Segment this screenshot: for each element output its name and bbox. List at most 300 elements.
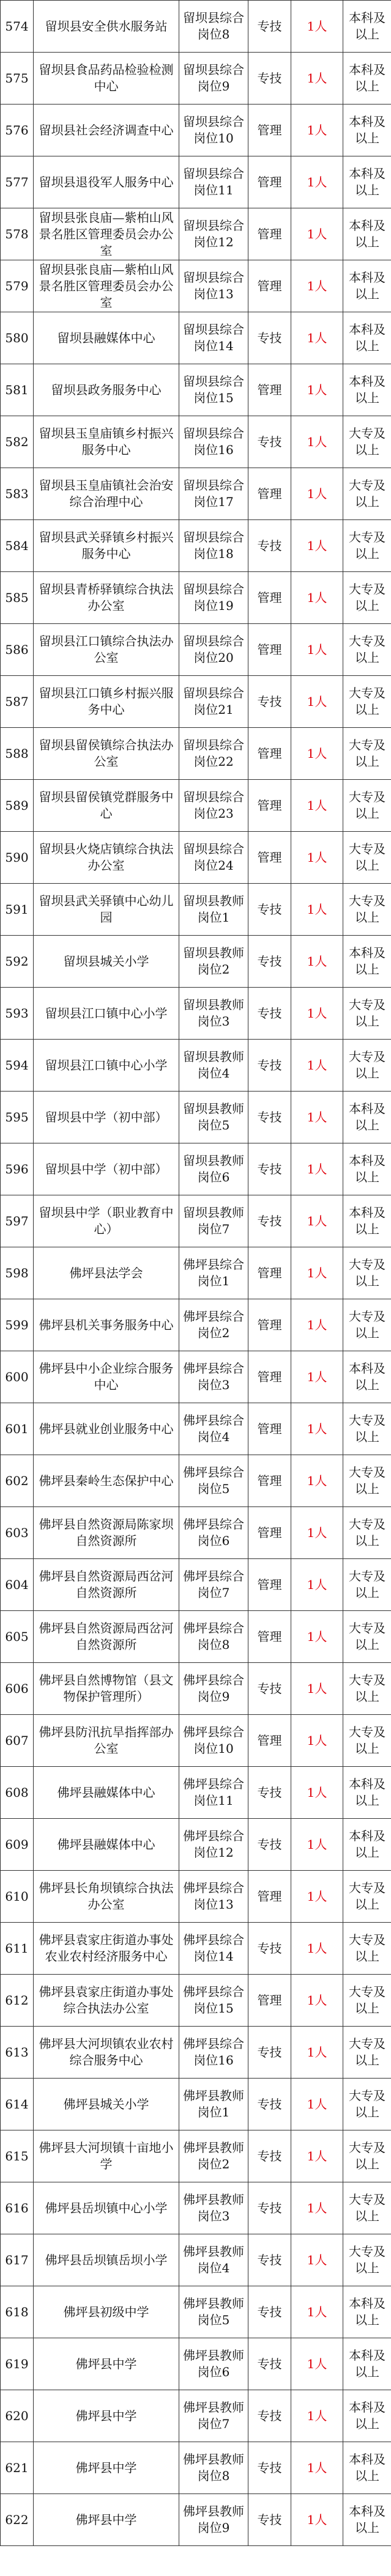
hire-count: 1人	[291, 468, 343, 520]
table-row	[1, 1092, 391, 1143]
hire-count: 1人	[291, 1247, 343, 1299]
table-row	[1, 416, 391, 468]
table-row	[1, 1819, 391, 1871]
employer-unit: 佛坪县中学	[34, 2338, 179, 2390]
row-number: 593	[1, 988, 34, 1040]
post-category: 专技	[248, 2182, 291, 2234]
row-number: 591	[1, 884, 34, 936]
employer-unit: 留坝县火烧店镇综合执法办公室	[34, 832, 179, 884]
post-name: 佛坪县教师岗位6	[179, 2338, 248, 2390]
post-category: 管理	[248, 156, 291, 208]
post-category: 管理	[248, 1871, 291, 1923]
education-requirement: 大专及以上	[343, 1923, 391, 1975]
education-requirement: 本科及以上	[343, 208, 391, 260]
employer-unit: 佛坪县自然资源局西岔河自然资源所	[34, 1611, 179, 1663]
employer-unit: 留坝县江口镇综合执法办公室	[34, 624, 179, 676]
post-category: 专技	[248, 1663, 291, 1715]
post-category: 专技	[248, 2390, 291, 2442]
post-name: 佛坪县综合岗位13	[179, 1871, 248, 1923]
table-row	[1, 1611, 391, 1663]
row-number: 586	[1, 624, 34, 676]
row-number: 608	[1, 1767, 34, 1819]
employer-unit: 佛坪县大河坝镇十亩地小学	[34, 2130, 179, 2182]
hire-count: 1人	[291, 1195, 343, 1247]
row-number: 601	[1, 1403, 34, 1455]
hire-count: 1人	[291, 1040, 343, 1092]
education-requirement: 本科及以上	[343, 312, 391, 364]
table-row	[1, 2494, 391, 2546]
education-requirement: 大专及以上	[343, 1507, 391, 1559]
post-name: 佛坪县综合岗位9	[179, 1663, 248, 1715]
hire-count: 1人	[291, 988, 343, 1040]
education-requirement: 大专及以上	[343, 1871, 391, 1923]
post-name: 留坝县教师岗位2	[179, 936, 248, 988]
row-number: 580	[1, 312, 34, 364]
post-category: 专技	[248, 1767, 291, 1819]
post-name: 留坝县综合岗位24	[179, 832, 248, 884]
post-name: 佛坪县综合岗位3	[179, 1351, 248, 1403]
employer-unit: 佛坪县就业创业服务中心	[34, 1403, 179, 1455]
post-category: 管理	[248, 468, 291, 520]
row-number: 579	[1, 260, 34, 312]
hire-count: 1人	[291, 1819, 343, 1871]
post-category: 管理	[248, 260, 291, 312]
hire-count: 1人	[291, 1403, 343, 1455]
hire-count: 1人	[291, 780, 343, 832]
employer-unit: 留坝县青桥驿镇综合执法办公室	[34, 572, 179, 624]
post-name: 佛坪县综合岗位6	[179, 1507, 248, 1559]
education-requirement: 大专及以上	[343, 1559, 391, 1611]
hire-count: 1人	[291, 1871, 343, 1923]
education-requirement: 大专及以上	[343, 1247, 391, 1299]
row-number: 582	[1, 416, 34, 468]
post-name: 佛坪县综合岗位8	[179, 1611, 248, 1663]
row-number: 596	[1, 1143, 34, 1195]
hire-count: 1人	[291, 1351, 343, 1403]
education-requirement: 大专及以上	[343, 884, 391, 936]
hire-count: 1人	[291, 1507, 343, 1559]
table-row	[1, 572, 391, 624]
table-row	[1, 884, 391, 936]
education-requirement: 大专及以上	[343, 988, 391, 1040]
row-number: 619	[1, 2338, 34, 2390]
employer-unit: 佛坪县袁家庄街道办事处综合执法办公室	[34, 1975, 179, 2027]
post-category: 管理	[248, 1507, 291, 1559]
post-name: 佛坪县综合岗位14	[179, 1923, 248, 1975]
positions-table-body	[1, 1, 391, 2546]
table-row	[1, 2130, 391, 2182]
row-number: 584	[1, 520, 34, 572]
hire-count: 1人	[291, 156, 343, 208]
row-number: 587	[1, 676, 34, 728]
post-category: 管理	[248, 1455, 291, 1507]
table-row	[1, 260, 391, 312]
education-requirement: 本科及以上	[343, 1767, 391, 1819]
hire-count: 1人	[291, 884, 343, 936]
table-row	[1, 780, 391, 832]
post-name: 佛坪县综合岗位12	[179, 1819, 248, 1871]
education-requirement: 大专及以上	[343, 416, 391, 468]
education-requirement: 本科及以上	[343, 156, 391, 208]
employer-unit: 留坝县退役军人服务中心	[34, 156, 179, 208]
post-category: 管理	[248, 1611, 291, 1663]
post-category: 管理	[248, 780, 291, 832]
education-requirement: 大专及以上	[343, 520, 391, 572]
education-requirement: 大专及以上	[343, 1040, 391, 1092]
employer-unit: 佛坪县融媒体中心	[34, 1819, 179, 1871]
row-number: 612	[1, 1975, 34, 2027]
education-requirement: 大专及以上	[343, 468, 391, 520]
education-requirement: 本科及以上	[343, 1143, 391, 1195]
education-requirement: 大专及以上	[343, 2079, 391, 2130]
employer-unit: 留坝县张良庙—紫柏山风景名胜区管理委员会办公室	[34, 208, 179, 260]
table-row	[1, 1767, 391, 1819]
education-requirement: 大专及以上	[343, 2027, 391, 2079]
post-category: 专技	[248, 988, 291, 1040]
post-category: 管理	[248, 1351, 291, 1403]
employer-unit: 留坝县江口镇乡村振兴服务中心	[34, 676, 179, 728]
row-number: 607	[1, 1715, 34, 1767]
post-name: 佛坪县综合岗位7	[179, 1559, 248, 1611]
table-row	[1, 1, 391, 53]
post-name: 留坝县综合岗位12	[179, 208, 248, 260]
row-number: 613	[1, 2027, 34, 2079]
post-category: 管理	[248, 1299, 291, 1351]
table-row	[1, 988, 391, 1040]
hire-count: 1人	[291, 1715, 343, 1767]
post-name: 留坝县综合岗位22	[179, 728, 248, 780]
employer-unit: 留坝县武关驿镇中心幼儿园	[34, 884, 179, 936]
post-category: 专技	[248, 53, 291, 105]
row-number: 616	[1, 2182, 34, 2234]
post-name: 佛坪县综合岗位16	[179, 2027, 248, 2079]
post-category: 专技	[248, 1923, 291, 1975]
row-number: 595	[1, 1092, 34, 1143]
post-name: 留坝县综合岗位11	[179, 156, 248, 208]
hire-count: 1人	[291, 2442, 343, 2494]
hire-count: 1人	[291, 2079, 343, 2130]
row-number: 600	[1, 1351, 34, 1403]
education-requirement: 本科及以上	[343, 260, 391, 312]
employer-unit: 佛坪县岳坝镇中心小学	[34, 2182, 179, 2234]
row-number: 617	[1, 2234, 34, 2286]
hire-count: 1人	[291, 260, 343, 312]
hire-count: 1人	[291, 2494, 343, 2546]
row-number: 581	[1, 364, 34, 416]
row-number: 592	[1, 936, 34, 988]
table-row	[1, 312, 391, 364]
employer-unit: 留坝县中学（初中部）	[34, 1092, 179, 1143]
post-category: 专技	[248, 312, 291, 364]
post-name: 留坝县教师岗位3	[179, 988, 248, 1040]
post-name: 留坝县综合岗位9	[179, 53, 248, 105]
table-row	[1, 2390, 391, 2442]
employer-unit: 留坝县安全供水服务站	[34, 1, 179, 53]
table-row	[1, 1507, 391, 1559]
table-row	[1, 1975, 391, 2027]
row-number: 583	[1, 468, 34, 520]
employer-unit: 留坝县武关驿镇乡村振兴服务中心	[34, 520, 179, 572]
post-name: 留坝县综合岗位14	[179, 312, 248, 364]
education-requirement: 本科及以上	[343, 1351, 391, 1403]
post-name: 佛坪县综合岗位10	[179, 1715, 248, 1767]
employer-unit: 佛坪县防汛抗旱指挥部办公室	[34, 1715, 179, 1767]
post-category: 专技	[248, 1819, 291, 1871]
education-requirement: 大专及以上	[343, 2234, 391, 2286]
employer-unit: 留坝县食品药品检验检测中心	[34, 53, 179, 105]
hire-count: 1人	[291, 1299, 343, 1351]
education-requirement: 本科及以上	[343, 1, 391, 53]
post-name: 留坝县教师岗位5	[179, 1092, 248, 1143]
education-requirement: 大专及以上	[343, 1663, 391, 1715]
education-requirement: 大专及以上	[343, 572, 391, 624]
table-row	[1, 2182, 391, 2234]
hire-count: 1人	[291, 1663, 343, 1715]
education-requirement: 本科及以上	[343, 2494, 391, 2546]
row-number: 575	[1, 53, 34, 105]
table-row	[1, 1559, 391, 1611]
education-requirement: 大专及以上	[343, 2130, 391, 2182]
hire-count: 1人	[291, 1092, 343, 1143]
post-name: 留坝县综合岗位10	[179, 105, 248, 156]
table-row	[1, 105, 391, 156]
row-number: 605	[1, 1611, 34, 1663]
hire-count: 1人	[291, 1, 343, 53]
education-requirement: 大专及以上	[343, 2182, 391, 2234]
table-row	[1, 364, 391, 416]
employer-unit: 佛坪县自然资源局陈家坝自然资源所	[34, 1507, 179, 1559]
hire-count: 1人	[291, 676, 343, 728]
row-number: 604	[1, 1559, 34, 1611]
hire-count: 1人	[291, 208, 343, 260]
post-name: 佛坪县综合岗位1	[179, 1247, 248, 1299]
row-number: 603	[1, 1507, 34, 1559]
education-requirement: 大专及以上	[343, 676, 391, 728]
employer-unit: 佛坪县机关事务服务中心	[34, 1299, 179, 1351]
hire-count: 1人	[291, 53, 343, 105]
education-requirement: 本科及以上	[343, 2338, 391, 2390]
row-number: 622	[1, 2494, 34, 2546]
table-row	[1, 1351, 391, 1403]
employer-unit: 留坝县留侯镇综合执法办公室	[34, 728, 179, 780]
education-requirement: 大专及以上	[343, 1299, 391, 1351]
row-number: 594	[1, 1040, 34, 1092]
post-name: 留坝县教师岗位6	[179, 1143, 248, 1195]
post-name: 留坝县综合岗位18	[179, 520, 248, 572]
table-row	[1, 832, 391, 884]
hire-count: 1人	[291, 2286, 343, 2338]
table-row	[1, 2079, 391, 2130]
post-category: 专技	[248, 1, 291, 53]
post-category: 管理	[248, 728, 291, 780]
row-number: 598	[1, 1247, 34, 1299]
row-number: 597	[1, 1195, 34, 1247]
post-category: 专技	[248, 2234, 291, 2286]
row-number: 577	[1, 156, 34, 208]
row-number: 585	[1, 572, 34, 624]
employer-unit: 留坝县玉皇庙镇社会治安综合治理中心	[34, 468, 179, 520]
education-requirement: 大专及以上	[343, 1403, 391, 1455]
post-category: 专技	[248, 2442, 291, 2494]
post-category: 管理	[248, 572, 291, 624]
post-category: 专技	[248, 2027, 291, 2079]
post-name: 佛坪县综合岗位5	[179, 1455, 248, 1507]
education-requirement: 本科及以上	[343, 2442, 391, 2494]
hire-count: 1人	[291, 832, 343, 884]
table-row	[1, 728, 391, 780]
hire-count: 1人	[291, 624, 343, 676]
education-requirement: 大专及以上	[343, 624, 391, 676]
row-number: 609	[1, 1819, 34, 1871]
table-row	[1, 1143, 391, 1195]
row-number: 610	[1, 1871, 34, 1923]
post-name: 佛坪县教师岗位2	[179, 2130, 248, 2182]
post-category: 管理	[248, 832, 291, 884]
hire-count: 1人	[291, 312, 343, 364]
employer-unit: 留坝县政务服务中心	[34, 364, 179, 416]
hire-count: 1人	[291, 364, 343, 416]
post-category: 专技	[248, 676, 291, 728]
employer-unit: 佛坪县岳坝镇岳坝小学	[34, 2234, 179, 2286]
hire-count: 1人	[291, 105, 343, 156]
post-category: 管理	[248, 624, 291, 676]
post-category: 专技	[248, 2079, 291, 2130]
hire-count: 1人	[291, 728, 343, 780]
education-requirement: 本科及以上	[343, 53, 391, 105]
employer-unit: 佛坪县中小企业综合服务中心	[34, 1351, 179, 1403]
post-category: 专技	[248, 520, 291, 572]
post-category: 专技	[248, 2338, 291, 2390]
education-requirement: 大专及以上	[343, 1975, 391, 2027]
row-number: 618	[1, 2286, 34, 2338]
post-category: 管理	[248, 105, 291, 156]
row-number: 590	[1, 832, 34, 884]
hire-count: 1人	[291, 1611, 343, 1663]
table-row	[1, 1923, 391, 1975]
hire-count: 1人	[291, 520, 343, 572]
table-row	[1, 1299, 391, 1351]
employer-unit: 留坝县城关小学	[34, 936, 179, 988]
post-category: 管理	[248, 1403, 291, 1455]
employer-unit: 留坝县社会经济调查中心	[34, 105, 179, 156]
row-number: 578	[1, 208, 34, 260]
employer-unit: 佛坪县融媒体中心	[34, 1767, 179, 1819]
row-number: 615	[1, 2130, 34, 2182]
row-number: 620	[1, 2390, 34, 2442]
post-category: 管理	[248, 364, 291, 416]
hire-count: 1人	[291, 572, 343, 624]
education-requirement: 本科及以上	[343, 2390, 391, 2442]
education-requirement: 本科及以上	[343, 1092, 391, 1143]
hire-count: 1人	[291, 416, 343, 468]
table-row	[1, 156, 391, 208]
hire-count: 1人	[291, 1455, 343, 1507]
employer-unit: 佛坪县中学	[34, 2390, 179, 2442]
post-name: 佛坪县综合岗位4	[179, 1403, 248, 1455]
post-category: 管理	[248, 1559, 291, 1611]
table-row	[1, 1195, 391, 1247]
hire-count: 1人	[291, 2234, 343, 2286]
table-row	[1, 1403, 391, 1455]
post-name: 留坝县综合岗位20	[179, 624, 248, 676]
post-name: 佛坪县教师岗位3	[179, 2182, 248, 2234]
education-requirement: 本科及以上	[343, 105, 391, 156]
row-number: 602	[1, 1455, 34, 1507]
table-row	[1, 2442, 391, 2494]
hire-count: 1人	[291, 1143, 343, 1195]
table-row	[1, 936, 391, 988]
row-number: 576	[1, 105, 34, 156]
table-row	[1, 208, 391, 260]
post-name: 留坝县综合岗位21	[179, 676, 248, 728]
education-requirement: 本科及以上	[343, 364, 391, 416]
post-category: 管理	[248, 208, 291, 260]
employer-unit: 佛坪县中学	[34, 2442, 179, 2494]
row-number: 614	[1, 2079, 34, 2130]
employer-unit: 留坝县张良庙—紫柏山风景名胜区管理委员会办公室	[34, 260, 179, 312]
post-name: 留坝县教师岗位1	[179, 884, 248, 936]
post-name: 留坝县综合岗位23	[179, 780, 248, 832]
employer-unit: 佛坪县秦岭生态保护中心	[34, 1455, 179, 1507]
education-requirement: 大专及以上	[343, 1455, 391, 1507]
table-row	[1, 520, 391, 572]
row-number: 611	[1, 1923, 34, 1975]
post-category: 专技	[248, 1092, 291, 1143]
employer-unit: 佛坪县长角坝镇综合执法办公室	[34, 1871, 179, 1923]
post-category: 专技	[248, 884, 291, 936]
education-requirement: 大专及以上	[343, 728, 391, 780]
hire-count: 1人	[291, 1975, 343, 2027]
row-number: 606	[1, 1663, 34, 1715]
employer-unit: 佛坪县中学	[34, 2494, 179, 2546]
employer-unit: 佛坪县初级中学	[34, 2286, 179, 2338]
employer-unit: 留坝县玉皇庙镇乡村振兴服务中心	[34, 416, 179, 468]
hire-count: 1人	[291, 1559, 343, 1611]
post-category: 管理	[248, 1247, 291, 1299]
table-row	[1, 1715, 391, 1767]
employer-unit: 留坝县江口镇中心小学	[34, 1040, 179, 1092]
table-row	[1, 53, 391, 105]
row-number: 599	[1, 1299, 34, 1351]
employer-unit: 留坝县留侯镇党群服务中心	[34, 780, 179, 832]
row-number: 589	[1, 780, 34, 832]
table-row	[1, 2027, 391, 2079]
table-row	[1, 1663, 391, 1715]
education-requirement: 本科及以上	[343, 2286, 391, 2338]
table-row	[1, 1455, 391, 1507]
table-row	[1, 1040, 391, 1092]
row-number: 574	[1, 1, 34, 53]
education-requirement: 本科及以上	[343, 1195, 391, 1247]
post-name: 留坝县综合岗位19	[179, 572, 248, 624]
employer-unit: 佛坪县大河坝镇农业农村综合服务中心	[34, 2027, 179, 2079]
table-row	[1, 2234, 391, 2286]
table-row	[1, 676, 391, 728]
hire-count: 1人	[291, 2130, 343, 2182]
employer-unit: 佛坪县城关小学	[34, 2079, 179, 2130]
post-name: 佛坪县教师岗位5	[179, 2286, 248, 2338]
employer-unit: 佛坪县自然资源局西岔河自然资源所	[34, 1559, 179, 1611]
employer-unit: 佛坪县自然博物馆（县文物保护管理所）	[34, 1663, 179, 1715]
post-name: 佛坪县教师岗位4	[179, 2234, 248, 2286]
education-requirement: 大专及以上	[343, 1611, 391, 1663]
post-name: 佛坪县教师岗位9	[179, 2494, 248, 2546]
hire-count: 1人	[291, 2390, 343, 2442]
employer-unit: 留坝县中学（职业教育中心）	[34, 1195, 179, 1247]
employer-unit: 佛坪县法学会	[34, 1247, 179, 1299]
table-row	[1, 2286, 391, 2338]
education-requirement: 大专及以上	[343, 832, 391, 884]
